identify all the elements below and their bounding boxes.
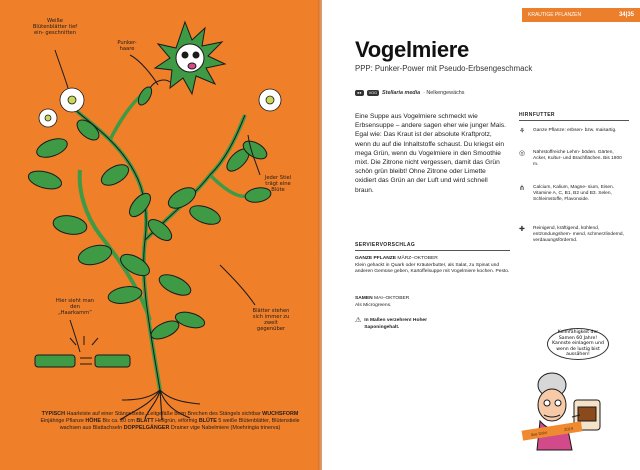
hirnfutter-item: ⚘ Ganze Pflanze: erbsen- bzw. maisartig. bbox=[519, 128, 617, 135]
latin-name: Stellaria media bbox=[382, 90, 421, 96]
eye-icon: ●● bbox=[357, 91, 362, 95]
servier-item-seeds: SAMEN MAI–OKTOBER Als Microgreens. bbox=[355, 296, 410, 308]
annotation-leaves: Blätter stehen sich immer zu zweit gegenüber bbox=[252, 308, 290, 332]
hirnfutter-rule bbox=[519, 120, 629, 121]
medical-cross-icon: ✚ bbox=[519, 226, 525, 233]
annotation-hairline: Hier sieht man den „Haarkamm“ bbox=[55, 298, 95, 316]
servier-item-plant: GANZE PFLANZE MÄRZ–OKTOBER Klein gehackt in Quark oder Kräuterbutter, als Salat, zu Spinat und anderen Gemüse geben, Kartoffelsuppe mit Vogelmiere kochen. Pesto. bbox=[355, 256, 510, 275]
code-badge: VOG bbox=[368, 91, 378, 95]
servier-rule bbox=[355, 250, 510, 251]
punk-flower bbox=[155, 22, 225, 94]
plant-part-icon: ⚘ bbox=[519, 128, 526, 135]
character-illustration bbox=[512, 355, 632, 465]
molecule-icon: ⋔ bbox=[519, 185, 525, 192]
page-title: Vogelmiere bbox=[355, 37, 469, 62]
section-label: KRAUTIGE PFLANZEN bbox=[528, 12, 582, 18]
annotation-stem: Jeder Stiel trägt eine Blüte bbox=[264, 175, 292, 193]
warning-icon: ⚠ bbox=[355, 317, 362, 324]
flower-mid bbox=[39, 109, 57, 127]
annotation-petals: Weiße Blütenblätter tief ein- geschnitten bbox=[32, 18, 78, 36]
speech-bubble: Keimfähigkeit der Samen 60 Jahre! Kannste einlagern und wenn de lustig bist aussähen! bbox=[547, 328, 609, 360]
signature-banner: Ilse Dahl 2019 bbox=[522, 421, 583, 440]
flower-left bbox=[60, 88, 84, 112]
latin-name-row bbox=[355, 90, 464, 96]
page-subtitle: PPP: Punker-Power mit Pseudo-Erbsengeschmack bbox=[355, 64, 533, 73]
hirnfutter-item: ◎ Nährstoffreiche Lehm- böden. Gärten, Acker, Kultur- und Brachflächen. Bis 1900 m. bbox=[519, 150, 622, 168]
location-icon: ◎ bbox=[519, 150, 526, 157]
hirnfutter-item: ⋔ Calcium, Kalium, Magne- sium, Eisen. Vitamine A, C, B1, B2 und B3. Selen, Schleimstoffe, Flavonoide. bbox=[519, 185, 615, 203]
warning-note: ⚠ In Maßen verzehren! Hoher Saponingehalt. bbox=[355, 317, 428, 330]
hirnfutter-heading: HIRNFUTTER bbox=[519, 112, 555, 118]
plant-family: · Nelkengewächs bbox=[423, 90, 465, 96]
section-header bbox=[522, 8, 640, 22]
servier-heading: SERVIERVORSCHLAG bbox=[355, 242, 416, 248]
annotation-punk: Punker- haare bbox=[117, 40, 137, 52]
flower-right bbox=[259, 89, 281, 111]
hirnfutter-item: ✚ Reinigend, kräftigend, kühlend, entzündungshem- mend, schmerzlindernd, verdauungsfördernd. bbox=[519, 226, 624, 244]
page-numbers: 34|35 bbox=[618, 12, 634, 18]
hairline-detail bbox=[35, 336, 130, 367]
plant-caption: TYPISCH Haarleiste auf einer Stängelseite. Leitgefäße beim Brechen des Stängels sichtbar WUCHSFORM Einjährige Pflanze HÖHE Bis ca. 20 cm BLATT Hellgrün, eiförmig BLÜTE 5 weiße Blütenblätter, Blütenstiele wachsen aus Blattachseln DOPPELGÄNGER Drainer vige Nabelmiere (Moehringia trinerva) bbox=[40, 411, 300, 432]
intro-text: Eine Suppe aus Vogelmiere schmeckt wie Erbsensuppe – andere sagen eher wie junger Mais. Egal wie: Das Kraut ist der absolute Kraftprotz, wenn du auf die Inhaltstoffe schaust. Du kriegst ein mega Grün, wenn du Vogelmiere in den Smoothie mixt. Die Zitrone nicht vergessen, damit das Grün schön grün bleibt! Ohne Zitrone oder Limette oxidiert das Grün an der Luft und wird schnell braun. bbox=[355, 113, 507, 194]
text-page bbox=[322, 0, 640, 470]
